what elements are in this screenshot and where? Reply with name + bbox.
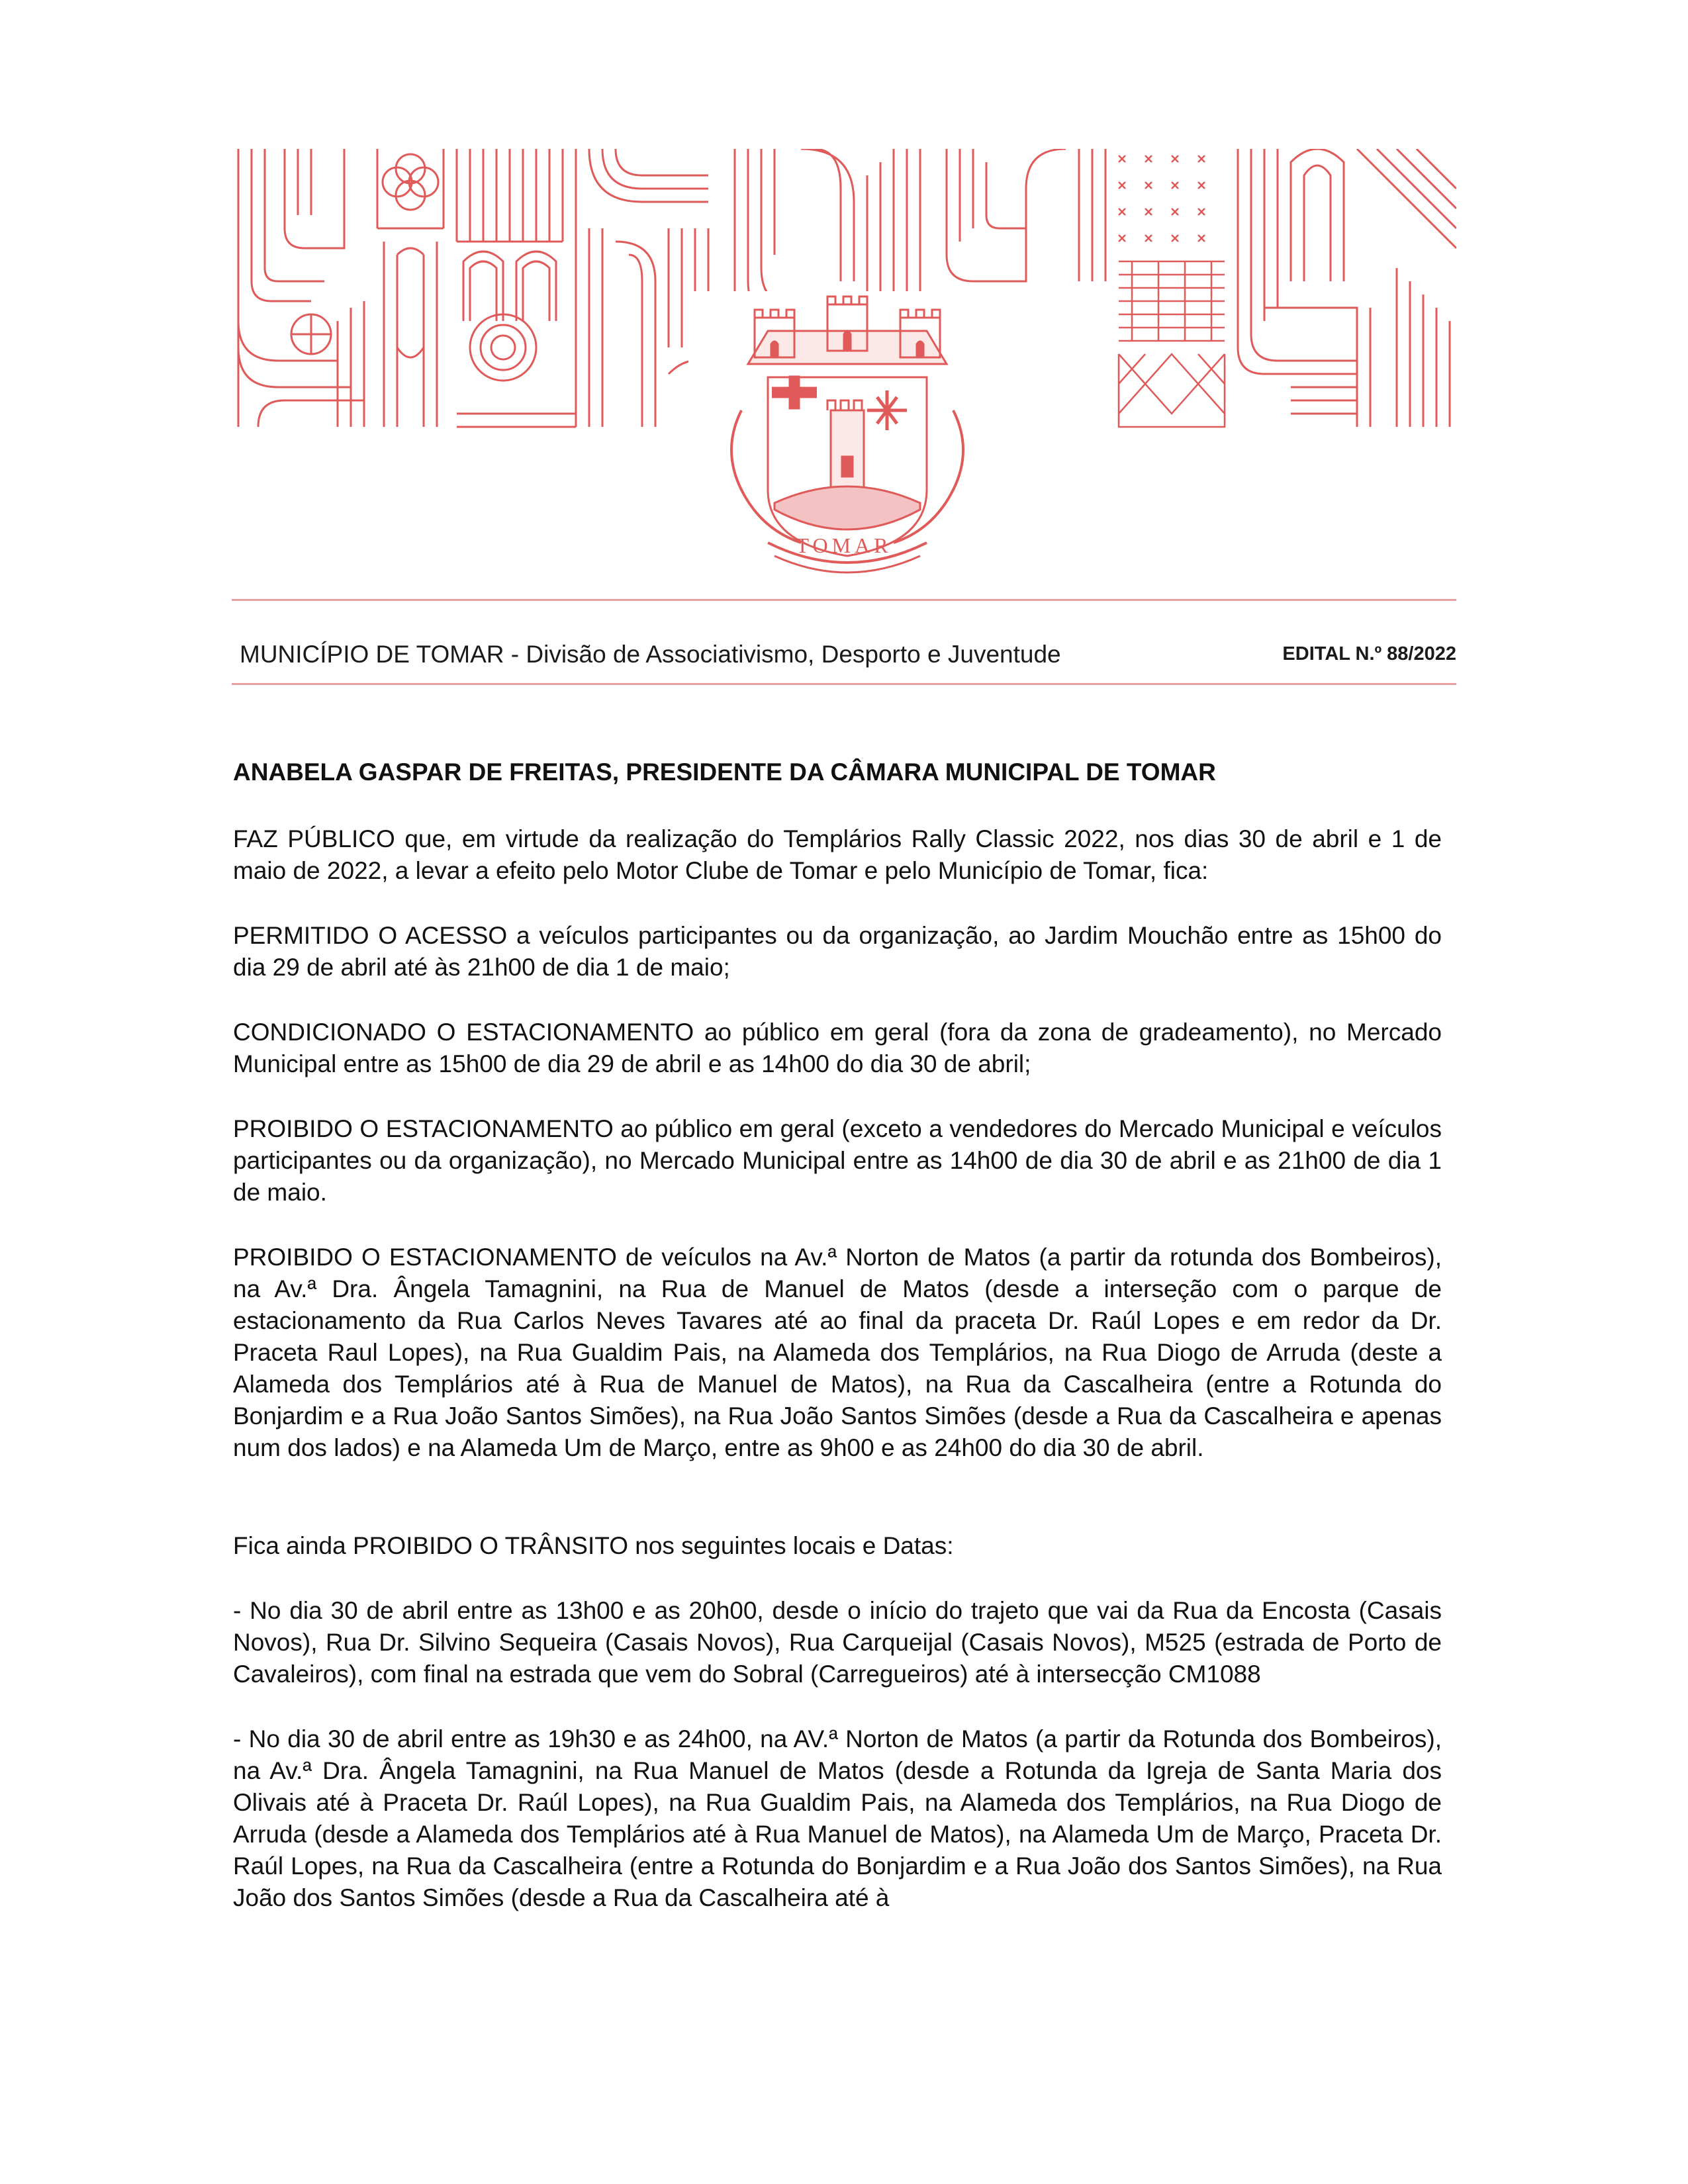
pattern-arches <box>457 149 576 427</box>
pattern-right <box>1238 149 1456 427</box>
paragraph: - No dia 30 de abril entre as 19h30 e as 24h00, na AV.ª Norton de Matos (a partir da Rotunda dos Bombeiros), na Av.ª Dra. Ângela Tamagnini, na Rua Manuel de Matos (desde a Rotunda da Igreja de Santa Maria dos Olivais até à Praceta Dr. Raúl Lopes), na Rua Gualdim Pais, na Alameda dos Templários, na Rua Diogo de Arruda (desde a Alameda dos Templários até à Rua Manuel de Matos), na Alameda Um de Março, Praceta Dr. Raúl Lopes, na Rua da Cascalheira (entre a Rotunda do Bonjardim e a Rua João dos Santos Simões), na Rua João dos Santos Simões (desde a Rua da Cascalheira até à <box>233 1725 1442 1911</box>
paragraph: - No dia 30 de abril entre as 13h00 e as 20h00, desde o início do trajeto que vai da Rua da Encosta (Casais Novos), Rua Dr. Silvino Sequeira (Casais Novos), Rua Carqueijal (Casais Novos), M525 (estrada de Porto de Cavaleiros), com final na estrada que vem do Sobral (Carregueiros) até à intersecção CM1088 <box>233 1597 1442 1688</box>
crest-label: TOMAR <box>796 533 892 557</box>
pattern-x-grid <box>1119 156 1225 427</box>
paragraph: PROIBIDO O ESTACIONAMENTO de veículos na Av.ª Norton de Matos (a partir da rotunda dos Bombeiros), na Av.ª Dra. Ângela Tamagnini, na Rua de Manuel de Matos (desde a interseção com o parque de estacionamento da Rua Carlos Neves Tavares até ao final da praceta Dr. Raúl Lopes e em redor da Dr. Praceta Raul Lopes), na Rua Gualdim Pais, na Alameda dos Templários, na Rua Diogo de Arruda (deste a Alameda dos Templários até à Rua de Manuel de Matos), na Rua da Cascalheira (entre a Rotunda do Bonjardim e a Rua João Santos Simões), na Rua João Santos Simões (desde a Rua da Cascalheira e apenas num dos lados) e na Alameda Um de Março, entre as 9h00 e as 24h00 do dia 30 de abril. <box>233 1244 1442 1461</box>
header-top-divider <box>232 599 1456 601</box>
pattern-left <box>238 149 364 427</box>
paragraph: PROIBIDO O ESTACIONAMENTO ao público em geral (exceto a vendedores do Mercado Municipal e veículos participantes ou da organização), no Mercado Municipal entre as 14h00 de dia 30 de abril e as 21h00 de dia 1 de maio. <box>233 1115 1442 1206</box>
paragraph: PERMITIDO O ACESSO a veículos participantes ou da organização, ao Jardim Mouchão entre as 15h00 do dia 29 de abril até às 21h00 de dia 1 de maio; <box>233 922 1442 981</box>
paragraph: Fica ainda PROIBIDO O TRÂNSITO nos seguintes locais e Datas: <box>233 1532 954 1559</box>
paragraph: FAZ PÚBLICO que, em virtude da realização do Templários Rally Classic 2022, nos dias 30 de abril e 1 de maio de 2022, a levar a efeito pelo Motor Clube de Tomar e pelo Município de Tomar, fica: <box>233 825 1442 884</box>
document-title: ANABELA GASPAR DE FREITAS, PRESIDENTE DA CÂMARA MUNICIPAL DE TOMAR <box>233 758 1216 786</box>
edital-number: EDITAL N.º 88/2022 <box>1282 643 1456 664</box>
pattern-crosses <box>947 149 1105 281</box>
header-bottom-divider <box>232 683 1456 685</box>
paragraph: CONDICIONADO O ESTACIONAMENTO ao público em geral (fora da zona de gradeamento), no Mercado Municipal entre as 15h00 de dia 29 de abril e as 14h00 do dia 30 de abril; <box>233 1019 1442 1077</box>
document-body <box>233 758 1442 1947</box>
municipality-header: MUNICÍPIO DE TOMAR - Divisão de Associativismo, Desporto e Juventude <box>240 641 1061 668</box>
pattern-quatrefoil <box>377 149 444 427</box>
